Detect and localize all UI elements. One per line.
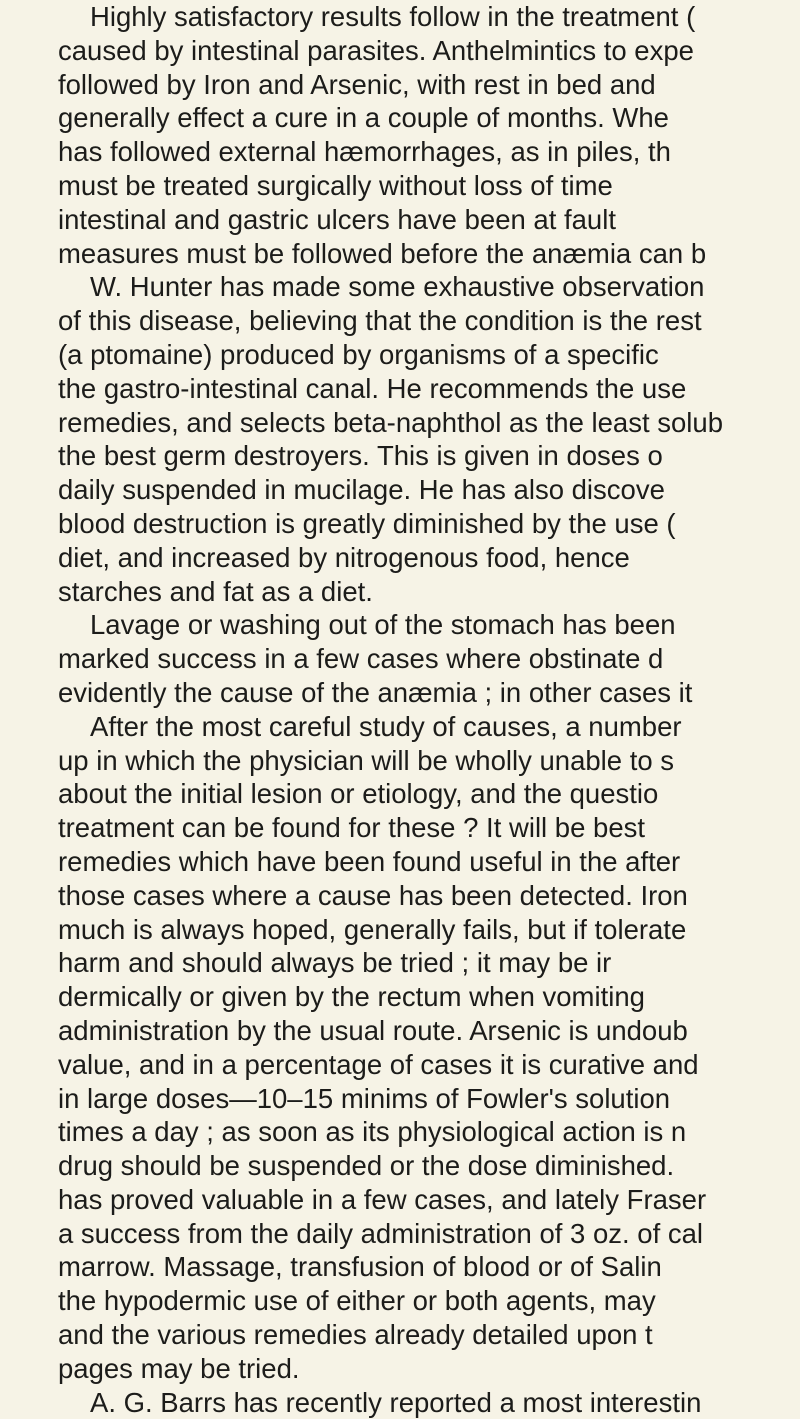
text-line: the hypodermic use of either or both agents, may <box>58 1285 656 1317</box>
text-line: a success from the daily administration of 3 oz. of cal <box>58 1217 704 1249</box>
text-line: value, and in a percentage of cases it is curative and <box>58 1048 699 1080</box>
text-line: and the various remedies already detailed upon t <box>58 1319 653 1351</box>
text-line: of this disease, believing that the condition is the rest <box>58 305 702 337</box>
text-line: marrow. Massage, transfusion of blood or of Salin <box>58 1251 662 1283</box>
text-line: drug should be suspended or the dose diminished. <box>58 1150 675 1182</box>
text-line: followed by Iron and Arsenic, with rest in bed and <box>58 68 656 100</box>
text-line: the gastro-intestinal canal. He recommends the use <box>58 372 687 404</box>
text-line: Lavage or washing out of the stomach has been <box>90 609 676 641</box>
text-line: pages may be tried. <box>58 1352 300 1384</box>
body-text <box>58 0 800 1419</box>
text-line: Highly satisfactory results follow in the treatment ( <box>90 1 696 32</box>
text-line: evidently the cause of the anæmia ; in other cases it <box>58 676 693 708</box>
text-line: times a day ; as soon as its physiological action is n <box>58 1116 687 1148</box>
text-line: remedies which have been found useful in the after <box>58 845 681 877</box>
text-line: remedies, and selects beta-naphthol as the least solub <box>58 406 723 438</box>
text-line: blood destruction is greatly diminished by the use ( <box>58 507 676 539</box>
text-line: diet, and increased by nitrogenous food, hence <box>58 541 630 573</box>
text-line: daily suspended in mucilage. He has also discove <box>58 474 665 506</box>
text-line: administration by the usual route. Arsenic is undoub <box>58 1014 688 1046</box>
text-line: in large doses—10–15 minims of Fowler's solution <box>58 1082 671 1114</box>
text-line: treatment can be found for these ? It will be best <box>58 812 646 844</box>
text-line: dermically or given by the rectum when vomiting <box>58 981 645 1013</box>
text-line: generally effect a cure in a couple of months. Whe <box>58 102 669 134</box>
text-line: up in which the physician will be wholly unable to s <box>58 744 675 776</box>
text-line: After the most careful study of causes, a number <box>90 710 682 742</box>
text-line: has followed external hæmorrhages, as in piles, th <box>58 136 671 168</box>
text-line: must be treated surgically without loss of time <box>58 169 613 201</box>
text-line: measures must be followed before the anæmia can b <box>58 237 707 269</box>
text-line: marked success in a few cases where obstinate d <box>58 643 664 675</box>
text-line: W. Hunter has made some exhaustive observation <box>90 271 705 303</box>
text-line: has proved valuable in a few cases, and lately Fraser <box>58 1183 707 1215</box>
text-line: about the initial lesion or etiology, and the questio <box>58 778 659 810</box>
text-line: starches and fat as a diet. <box>58 575 373 607</box>
text-line: intestinal and gastric ulcers have been at fault <box>58 203 616 235</box>
text-line: the best germ destroyers. This is given in doses o <box>58 440 663 472</box>
text-line: harm and should always be tried ; it may be ir <box>58 947 612 979</box>
text-line: those cases where a cause has been detected. Iron <box>58 879 688 911</box>
text-line: much is always hoped, generally fails, but if tolerate <box>58 913 687 945</box>
text-line: caused by intestinal parasites. Anthelmintics to expe <box>58 34 694 66</box>
text-line: (a ptomaine) produced by organisms of a specific <box>58 338 659 370</box>
text-line: A. G. Barrs has recently reported a most interestin <box>90 1386 702 1418</box>
